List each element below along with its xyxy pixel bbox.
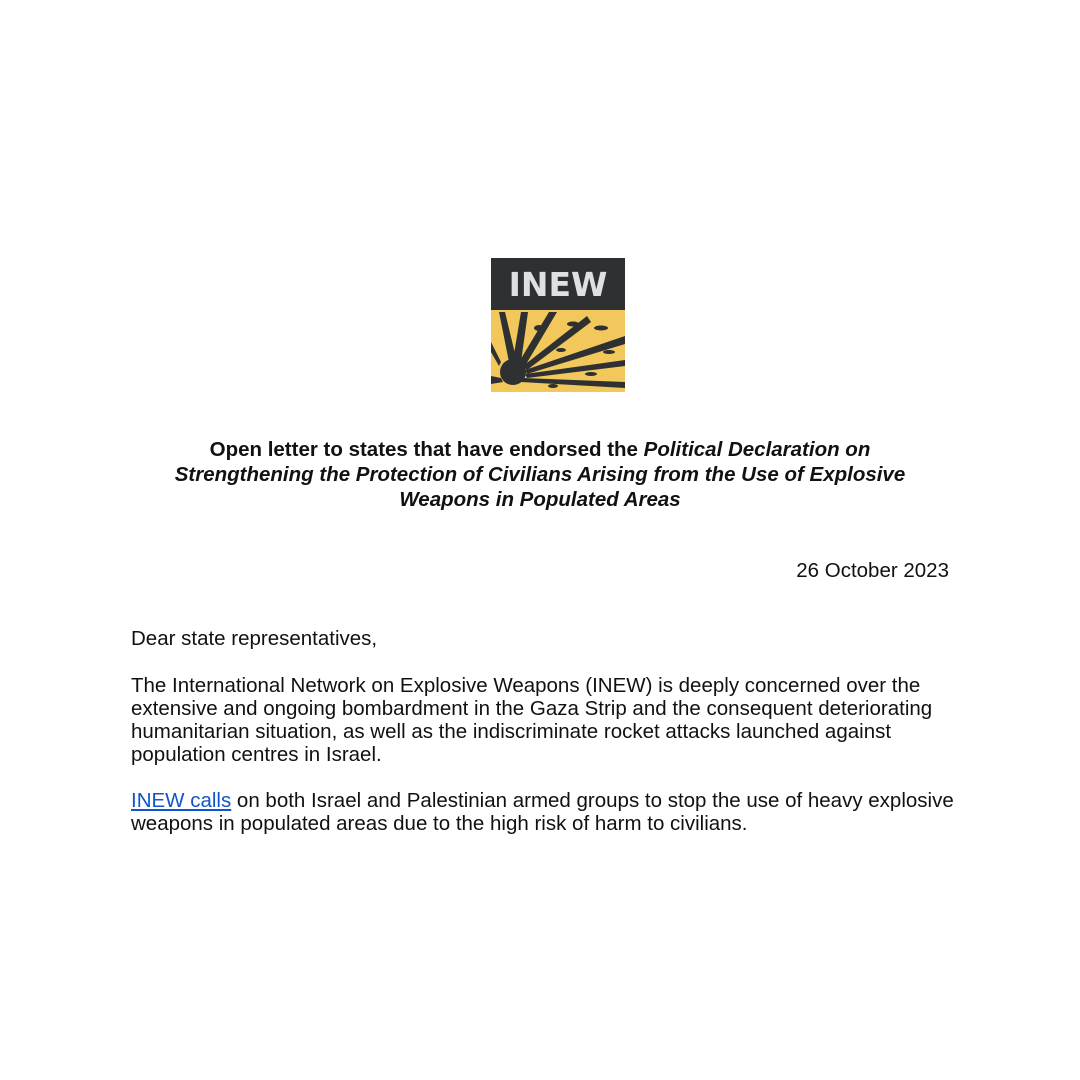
title-italic-1: Political Declaration on: [643, 438, 871, 461]
inew-logo: [491, 258, 625, 392]
title-lead: Open letter to states that have endorsed the: [209, 438, 638, 461]
logo-wordmark: INEW: [508, 265, 608, 304]
title-line-1: [120, 437, 960, 462]
paragraph-1-line-3: humanitarian situation, as well as the indiscriminate rocket attacks launched against: [131, 720, 892, 743]
title-italic-2: Strengthening the Protection of Civilians Arising from the Use of Explosive: [174, 463, 906, 486]
paragraph-1-line-4: population centres in Israel.: [131, 743, 382, 766]
salutation: Dear state representatives,: [131, 627, 378, 650]
paragraph-2-line-2: weapons in populated areas due to the high risk of harm to civilians.: [131, 812, 748, 835]
paragraph-2: [131, 789, 961, 835]
paragraph-2-line-1: [131, 789, 961, 812]
paragraph-2-line-1-text: on both Israel and Palestinian armed groups to stop the use of heavy explosive: [231, 789, 954, 812]
title-italic-3: Weapons in Populated Areas: [399, 488, 681, 511]
paragraph-1: [131, 674, 961, 766]
paragraph-1-line-2: extensive and ongoing bombardment in the Gaza Strip and the consequent deteriorating: [131, 697, 933, 720]
letter-date: 26 October 2023: [796, 559, 949, 582]
inew-calls-link[interactable]: INEW calls: [131, 789, 232, 812]
paragraph-1-line-1: The International Network on Explosive Weapons (INEW) is deeply concerned over the: [131, 674, 921, 697]
letter-title: [120, 437, 960, 512]
